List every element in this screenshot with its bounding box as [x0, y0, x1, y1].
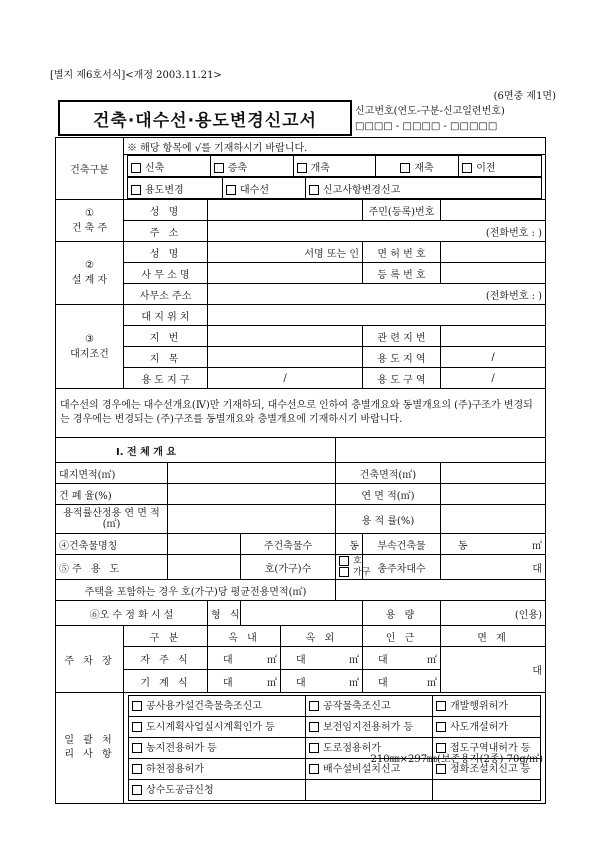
building-area-label: 건축면적(㎡) — [336, 463, 441, 484]
unit-dae: 대 — [296, 677, 306, 689]
unit-m2: ㎡ — [267, 677, 277, 689]
batch-item: 사도개설허가 — [450, 721, 508, 733]
main-count-unit: 동 — [349, 540, 359, 552]
page-info: (6면중 제1면) — [493, 91, 556, 102]
checkbox-batch[interactable] — [132, 722, 142, 732]
designer-reg-input[interactable] — [441, 263, 546, 284]
unit-m2: ㎡ — [427, 654, 437, 666]
accessory-label: 부속건축물 — [363, 534, 441, 555]
parking-label: 주 차 장 — [56, 626, 124, 693]
households-label: 호(가구)수 — [241, 555, 336, 580]
batch-item: 개발행위허가 — [450, 700, 508, 712]
batch-item: 도로점용허가 — [323, 742, 381, 754]
far-floor-label: 용적률산정용 연 면 적(㎡) — [56, 505, 168, 534]
batch-item: 보전임지전용허가 등 — [323, 721, 414, 733]
parking-mech-indoor[interactable] — [208, 670, 281, 693]
unit-dae: 대 — [223, 677, 233, 689]
site-title: 대지조건 — [70, 348, 109, 360]
parking-nearby-label: 인 근 — [363, 626, 441, 647]
designer-name-input[interactable] — [208, 242, 363, 263]
parking-mech-label: 기 계 식 — [124, 670, 208, 693]
kind-major-repair: 대수선 — [240, 184, 269, 196]
designer-reg-label: 등 록 번 호 — [363, 263, 441, 284]
batch-item: 접도구역내허가 등 — [450, 742, 531, 754]
site-location-label: 대 지 위 치 — [124, 305, 208, 326]
parking-indoor-label: 옥 내 — [208, 626, 281, 647]
checkbox-batch[interactable] — [309, 743, 319, 753]
parking-total-input[interactable] — [441, 555, 546, 580]
main-count-label: 주건축물수 — [241, 534, 336, 555]
checkbox-change-report[interactable] — [309, 185, 319, 195]
checkbox-gagu[interactable] — [339, 567, 349, 577]
unit-m2: ㎡ — [349, 677, 359, 689]
unit-dae: 대 — [296, 654, 306, 666]
building-area-input[interactable] — [441, 463, 546, 484]
site-region-input[interactable] — [441, 347, 546, 368]
checkbox-extension[interactable] — [214, 163, 224, 173]
parking-total-label: 총주차대수 — [363, 555, 441, 580]
owner-id-input[interactable] — [441, 200, 546, 221]
owner-name-label: 성 명 — [124, 200, 208, 221]
accessory-input[interactable] — [441, 534, 546, 555]
designer-license-label: 면 허 번 호 — [363, 242, 441, 263]
site-area-label: 대지면적(㎡) — [56, 463, 168, 484]
site-label — [56, 305, 124, 389]
kind-row-2 — [124, 177, 546, 200]
kind-change-report: 신고사항변경신고 — [323, 184, 401, 196]
building-name-label: ④건축물명칭 — [56, 534, 168, 555]
unit-dae: 대 — [378, 654, 388, 666]
designer-name-label: 성 명 — [124, 242, 208, 263]
form-number: [별지 제6호서식]<개정 2003.11.21> — [50, 70, 222, 81]
checkbox-batch[interactable] — [132, 743, 142, 753]
parking-self-label: 자 주 식 — [124, 647, 208, 670]
parking-div-label: 구 분 — [124, 626, 208, 647]
major-repair-note: 대수선의 경우에는 대수선개요(Ⅳ)만 기재하되, 대수선으로 인하여 층별개요와 동별개요의 (주)구조가 변경되는 경우에는 변경되는 (주)구조를 동별개요와 층별개요에 기재하시기 바랍니다. — [56, 389, 546, 438]
coverage-input[interactable] — [168, 484, 336, 505]
kind-reconstruct: 재축 — [414, 162, 434, 174]
site-district-slash: / — [283, 372, 287, 384]
households-input[interactable] — [336, 555, 371, 580]
accessory-unit-m2: ㎡ — [532, 540, 543, 552]
site-region-label: 용 도 지 역 — [363, 347, 441, 368]
checkbox-batch[interactable] — [309, 722, 319, 732]
unit-m2: ㎡ — [427, 677, 437, 689]
kind-use-change: 용도변경 — [145, 184, 184, 196]
designer-addr-label: 사무소 주소 — [124, 284, 208, 305]
site-number: ③ — [85, 333, 94, 345]
checkbox-batch[interactable] — [132, 764, 142, 774]
designer-phone: (전화번호 : ) — [485, 290, 543, 302]
checkbox-batch[interactable] — [132, 785, 142, 795]
site-location-input[interactable] — [208, 305, 546, 326]
registration-boxes[interactable]: □□□□ - □□□□ - □□□□□ — [355, 121, 498, 132]
accessory-unit-dong: 동 — [458, 540, 468, 552]
checkbox-reconstruct[interactable] — [400, 163, 410, 173]
overview-title-blank — [336, 438, 546, 463]
site-zone-input[interactable] — [441, 368, 546, 389]
kind-relocate: 이전 — [476, 162, 496, 174]
unit-dae: 대 — [378, 677, 388, 689]
parking-total-unit: 대 — [532, 563, 543, 575]
owner-id-label: 주민(등록)번호 — [363, 200, 441, 221]
owner-phone: (전화번호 : ) — [485, 227, 543, 239]
batch-item: 배수설비설치신고 — [323, 763, 401, 775]
registration-number — [355, 104, 505, 134]
site-district-input[interactable] — [208, 368, 363, 389]
designer-label — [56, 242, 124, 305]
households-ho: 호 — [353, 556, 362, 566]
designer-sign: 서명 또는 인 — [304, 248, 359, 260]
checkbox-batch[interactable] — [436, 701, 446, 711]
parking-self-indoor[interactable] — [208, 647, 281, 670]
sewage-type-label: 형 식 — [208, 601, 241, 626]
owner-address-label: 주 소 — [124, 221, 208, 242]
kind-label: 건축구분 — [56, 138, 124, 200]
avg-area-input[interactable] — [336, 580, 546, 601]
unit-dae: 대 — [223, 654, 233, 666]
unit-m2: ㎡ — [267, 654, 277, 666]
households-gagu: 가구 — [353, 567, 371, 578]
site-lot-label: 지 번 — [124, 326, 208, 347]
batch-item: 공사용가설건축물축조신고 — [146, 700, 262, 712]
batch-label: 일 괄 처 리 사 항 — [56, 693, 124, 804]
kind-new: 신축 — [145, 162, 165, 174]
application-form — [55, 137, 546, 804]
sewage-type-input[interactable] — [241, 601, 363, 626]
batch-item: 도시계획사업실시계획인가 등 — [146, 721, 275, 733]
parking-exempt-label: 면 제 — [441, 626, 546, 647]
form-title: 건축·대수선·용도변경신고서 — [58, 100, 352, 136]
kind-rebuild: 개축 — [310, 162, 330, 174]
far-floor-input[interactable] — [168, 505, 336, 534]
checkbox-batch[interactable] — [132, 701, 142, 711]
checkbox-batch[interactable] — [436, 722, 446, 732]
site-related-lot-input[interactable] — [441, 326, 546, 347]
designer-office-input[interactable] — [208, 263, 363, 284]
site-zone-slash: / — [491, 372, 495, 384]
checkbox-major-repair[interactable] — [226, 185, 236, 195]
sewage-capacity-input[interactable] — [441, 601, 546, 626]
parking-outdoor-label: 옥 외 — [281, 626, 363, 647]
coverage-label: 건 폐 율(%) — [56, 484, 168, 505]
owner-address-input[interactable] — [208, 221, 546, 242]
parking-mech-outdoor[interactable] — [281, 670, 363, 693]
site-related-lot-label: 관 련 지 번 — [363, 326, 441, 347]
designer-addr-input[interactable] — [208, 284, 546, 305]
owner-number: ① — [85, 207, 94, 219]
batch-item: 정화조설치신고 등 — [450, 763, 531, 775]
batch-items — [124, 693, 546, 804]
site-area-input[interactable] — [168, 463, 336, 484]
site-zone-label: 용 도 구 역 — [363, 368, 441, 389]
sewage-capacity-label: 용 량 — [363, 601, 441, 626]
parking-self-nearby[interactable] — [363, 647, 441, 670]
checkbox-batch[interactable] — [309, 764, 319, 774]
site-lot-input[interactable] — [208, 326, 363, 347]
unit-dae: 대 — [532, 666, 543, 677]
main-use-input[interactable] — [168, 555, 241, 580]
checkbox-ho[interactable] — [339, 556, 349, 566]
batch-item: 농지전용허가 등 — [146, 742, 217, 754]
checkbox-new[interactable] — [131, 163, 141, 173]
parking-exempt-input[interactable] — [441, 647, 546, 693]
site-landcat-input[interactable] — [208, 347, 363, 368]
owner-label — [56, 200, 124, 242]
owner-title: 건 축 주 — [71, 222, 108, 234]
checkbox-use-change[interactable] — [131, 185, 141, 195]
kind-extension: 증축 — [227, 162, 248, 174]
checkbox-rebuild[interactable] — [297, 163, 307, 173]
overview-title: Ⅰ. 전 체 개 요 — [56, 438, 336, 463]
batch-item: 공작물축조신고 — [323, 700, 391, 712]
paper-spec: 210㎜×297㎜(보존용지(2종) 70g/㎡) — [370, 754, 543, 765]
site-region-slash: / — [491, 351, 495, 363]
designer-title: 설 계 자 — [71, 275, 108, 286]
designer-number: ② — [85, 260, 94, 271]
main-use-label: ⑤주 용 도 — [56, 555, 168, 580]
registration-label: 신고번호(연도-구분-신고일련번호) — [355, 106, 505, 117]
total-floor-label: 연 면 적(㎡) — [336, 484, 441, 505]
checkbox-batch[interactable] — [309, 701, 319, 711]
main-count-input[interactable] — [336, 534, 363, 555]
checkbox-relocate[interactable] — [462, 163, 472, 173]
far-input[interactable] — [441, 505, 546, 534]
batch-item: 상수도공급신청 — [146, 784, 214, 796]
parking-self-outdoor[interactable] — [281, 647, 363, 670]
sewage-label: ⑥오 수 정 화 시 설 — [56, 601, 208, 626]
designer-license-input[interactable] — [441, 242, 546, 263]
checkbox-batch[interactable] — [436, 764, 446, 774]
owner-name-input[interactable] — [208, 200, 363, 221]
avg-area-label: 주택을 포함하는 경우 호(가구)당 평균전용면적(㎡) — [56, 580, 336, 601]
designer-office-label: 사 무 소 명 — [124, 263, 208, 284]
total-floor-input[interactable] — [441, 484, 546, 505]
kind-row-1 — [124, 155, 546, 178]
site-district-label: 용 도 지 구 — [124, 368, 208, 389]
sewage-capacity-unit: (인용) — [514, 609, 543, 621]
site-landcat-label: 지 목 — [124, 347, 208, 368]
unit-m2: ㎡ — [349, 654, 359, 666]
far-label: 용 적 률(%) — [336, 505, 441, 534]
building-name-input[interactable] — [168, 534, 241, 555]
kind-instruction: ※ 해당 항목에 √를 기재하시기 바랍니다. — [124, 138, 546, 155]
parking-mech-nearby[interactable] — [363, 670, 441, 693]
batch-item: 하천점용허가 — [146, 763, 204, 775]
